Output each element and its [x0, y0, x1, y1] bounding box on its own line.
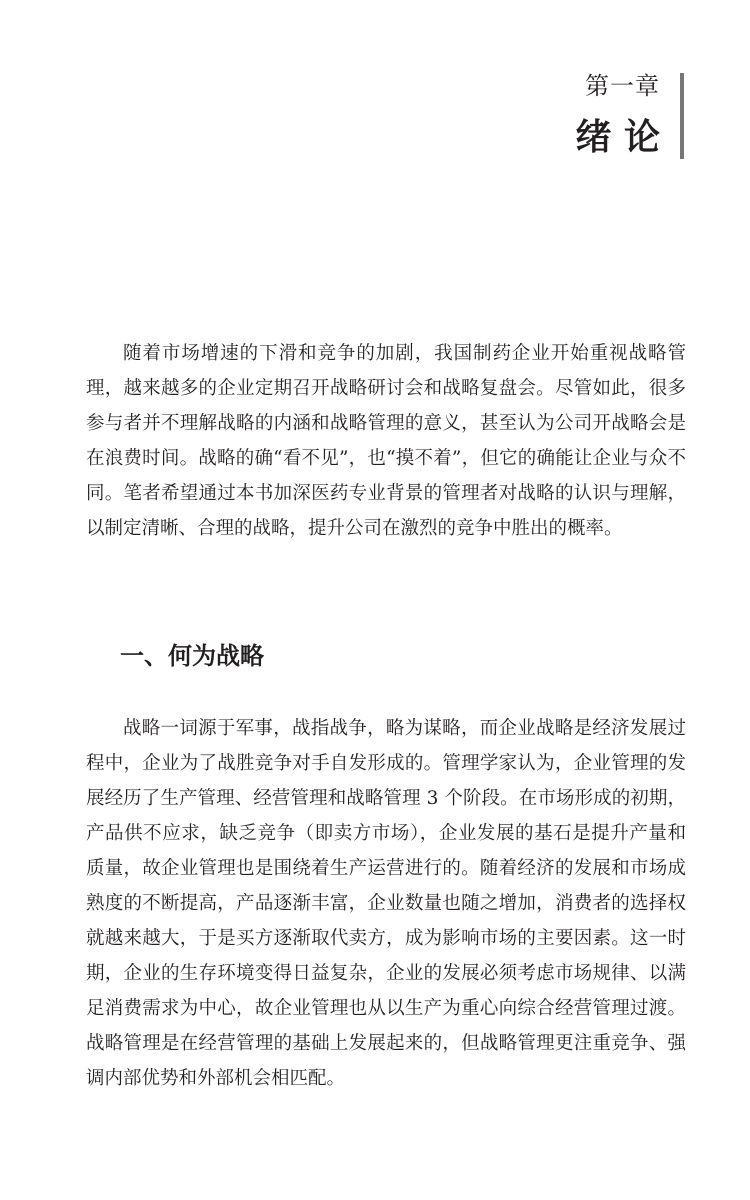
chapter-header	[575, 68, 660, 164]
chapter-divider	[680, 73, 684, 159]
section-paragraph: 战略一词源于军事，战指战争，略为谋略，而企业战略是经济发展过程中，企业为了战胜竞争对手自发形成的。管理学家认为，企业管理的发展经历了生产管理、经营管理和战略管理 3 个阶段。在市场形成的初期，产品供不应求，缺乏竞争（即卖方市场），企业发展的基石是提升产量和质量，故企业管理也是围绕着生产运营进行的。随着经济的发展和市场成熟度的不断提高，产品逐渐丰富，企业数量也随之增加，消费者的选择权就越来越大，于是买方逐渐取代卖方，成为影响市场的主要因素。这一时期，企业的生存环境变得日益复杂，企业的发展必须考虑市场规律、以满足消费需求为中心，故企业管理也从以生产为重心向综合经营管理过渡。战略管理是在经营管理的基础上发展起来的，但战略管理更注重竞争、强调内部优势和外部机会相匹配。	[86, 718, 686, 1089]
intro-paragraph: 随着市场增速的下滑和竞争的加剧，我国制药企业开始重视战略管理，越来越多的企业定期召开战略研讨会和战略复盘会。尽管如此，很多参与者并不理解战略的内涵和战略管理的意义，甚至认为公司开战略会是在浪费时间。战略的确“看不见”，也“摸不着”，但它的确能让企业与众不同。笔者希望通过本书加深医药专业背景的管理者对战略的认识与理解，以制定清晰、合理的战略，提升公司在激烈的竞争中胜出的概率。	[86, 343, 686, 539]
section-heading: 一、何为战略	[120, 642, 264, 670]
chapter-title: 绪 论	[575, 116, 660, 158]
chapter-number: 第一章	[585, 72, 660, 100]
